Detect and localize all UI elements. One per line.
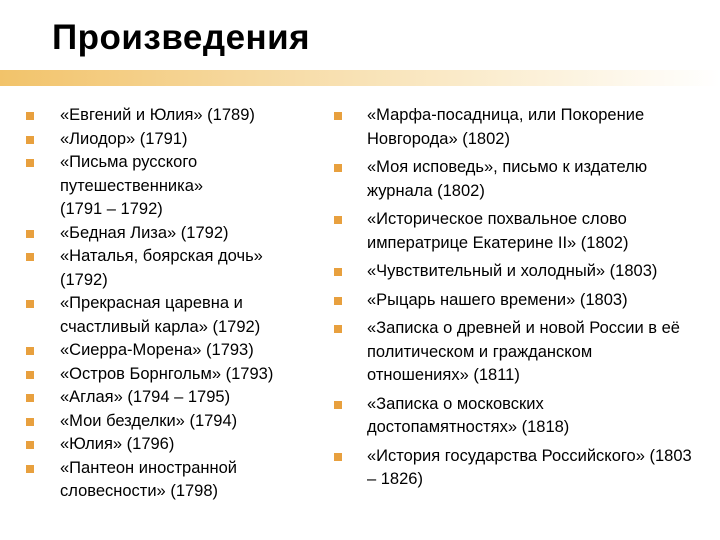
list-item-text: «Мои безделки» (1794)	[60, 411, 238, 430]
list-item-text: «Прекрасная царевна и счастливый карла» (1792)	[60, 294, 261, 336]
list-item-text: «Остров Борнгольм» (1793)	[60, 364, 274, 383]
list-item-text: «Письма русского путешественника» (1791 – 1792)	[60, 153, 204, 218]
square-bullet-icon	[334, 453, 342, 461]
list-item	[26, 245, 311, 292]
square-bullet-icon	[26, 230, 34, 238]
list-item-text: «Рыцарь нашего времени» (1803)	[367, 290, 628, 309]
square-bullet-icon	[334, 401, 342, 409]
list-item	[26, 410, 311, 434]
list-item	[26, 433, 311, 457]
list-item	[26, 457, 311, 504]
square-bullet-icon	[26, 347, 34, 355]
slide-title: Произведения	[52, 18, 311, 57]
list-item	[334, 289, 704, 313]
list-item	[26, 104, 311, 128]
square-bullet-icon	[26, 394, 34, 402]
list-item-text: «Аглая» (1794 – 1795)	[60, 388, 231, 406]
list-item	[26, 128, 311, 152]
list-item-text: «Марфа-посадница, или Покорение Новгорода» (1802)	[367, 106, 645, 148]
works-list-left	[26, 104, 311, 504]
list-item-text: «Записка о древней и новой России в её политическом и гражданском отношениях» (1811)	[367, 319, 680, 384]
list-item	[26, 363, 311, 387]
list-item	[334, 156, 704, 203]
square-bullet-icon	[334, 325, 342, 333]
square-bullet-icon	[334, 297, 342, 305]
list-item	[26, 386, 311, 410]
list-item-text: «Записка о московских достопамятностях» (1818)	[367, 394, 570, 436]
title-underline-band	[0, 70, 720, 86]
list-item-text: «Чувствительный и холодный» (1803)	[367, 262, 658, 280]
list-item	[334, 445, 704, 492]
list-item	[334, 317, 704, 388]
square-bullet-icon	[334, 216, 342, 224]
list-item	[26, 222, 311, 246]
list-item-text: «Историческое похвальное слово императрице Екатерине II» (1802)	[367, 210, 629, 252]
square-bullet-icon	[26, 371, 34, 379]
square-bullet-icon	[26, 112, 34, 120]
list-item	[26, 339, 311, 363]
square-bullet-icon	[26, 159, 34, 167]
list-item-text: «Пантеон иностранной словесности» (1798)	[60, 458, 238, 500]
list-item-text: «Моя исповедь», письмо к издателю журнала (1802)	[367, 158, 648, 200]
square-bullet-icon	[26, 253, 34, 261]
list-item	[26, 151, 311, 222]
square-bullet-icon	[334, 164, 342, 172]
list-item	[334, 393, 704, 440]
list-item	[334, 104, 704, 151]
square-bullet-icon	[26, 465, 34, 473]
list-item	[26, 292, 311, 339]
square-bullet-icon	[334, 268, 342, 276]
list-item-text: «Юлия» (1796)	[60, 435, 175, 453]
works-list-right	[334, 104, 704, 497]
square-bullet-icon	[26, 441, 34, 449]
list-item-text: «Наталья, боярская дочь» (1792)	[60, 247, 263, 289]
list-item	[334, 260, 704, 284]
list-item-text: «История государства Российского» (1803 – 1826)	[367, 446, 692, 488]
list-item-text: «Евгений и Юлия» (1789)	[60, 106, 255, 124]
square-bullet-icon	[26, 418, 34, 426]
list-item	[334, 208, 704, 255]
square-bullet-icon	[26, 300, 34, 308]
list-item-text: «Сиерра-Морена» (1793)	[60, 341, 254, 359]
list-item-text: «Лиодор» (1791)	[60, 129, 188, 148]
square-bullet-icon	[334, 112, 342, 120]
square-bullet-icon	[26, 136, 34, 144]
list-item-text: «Бедная Лиза» (1792)	[60, 223, 229, 242]
